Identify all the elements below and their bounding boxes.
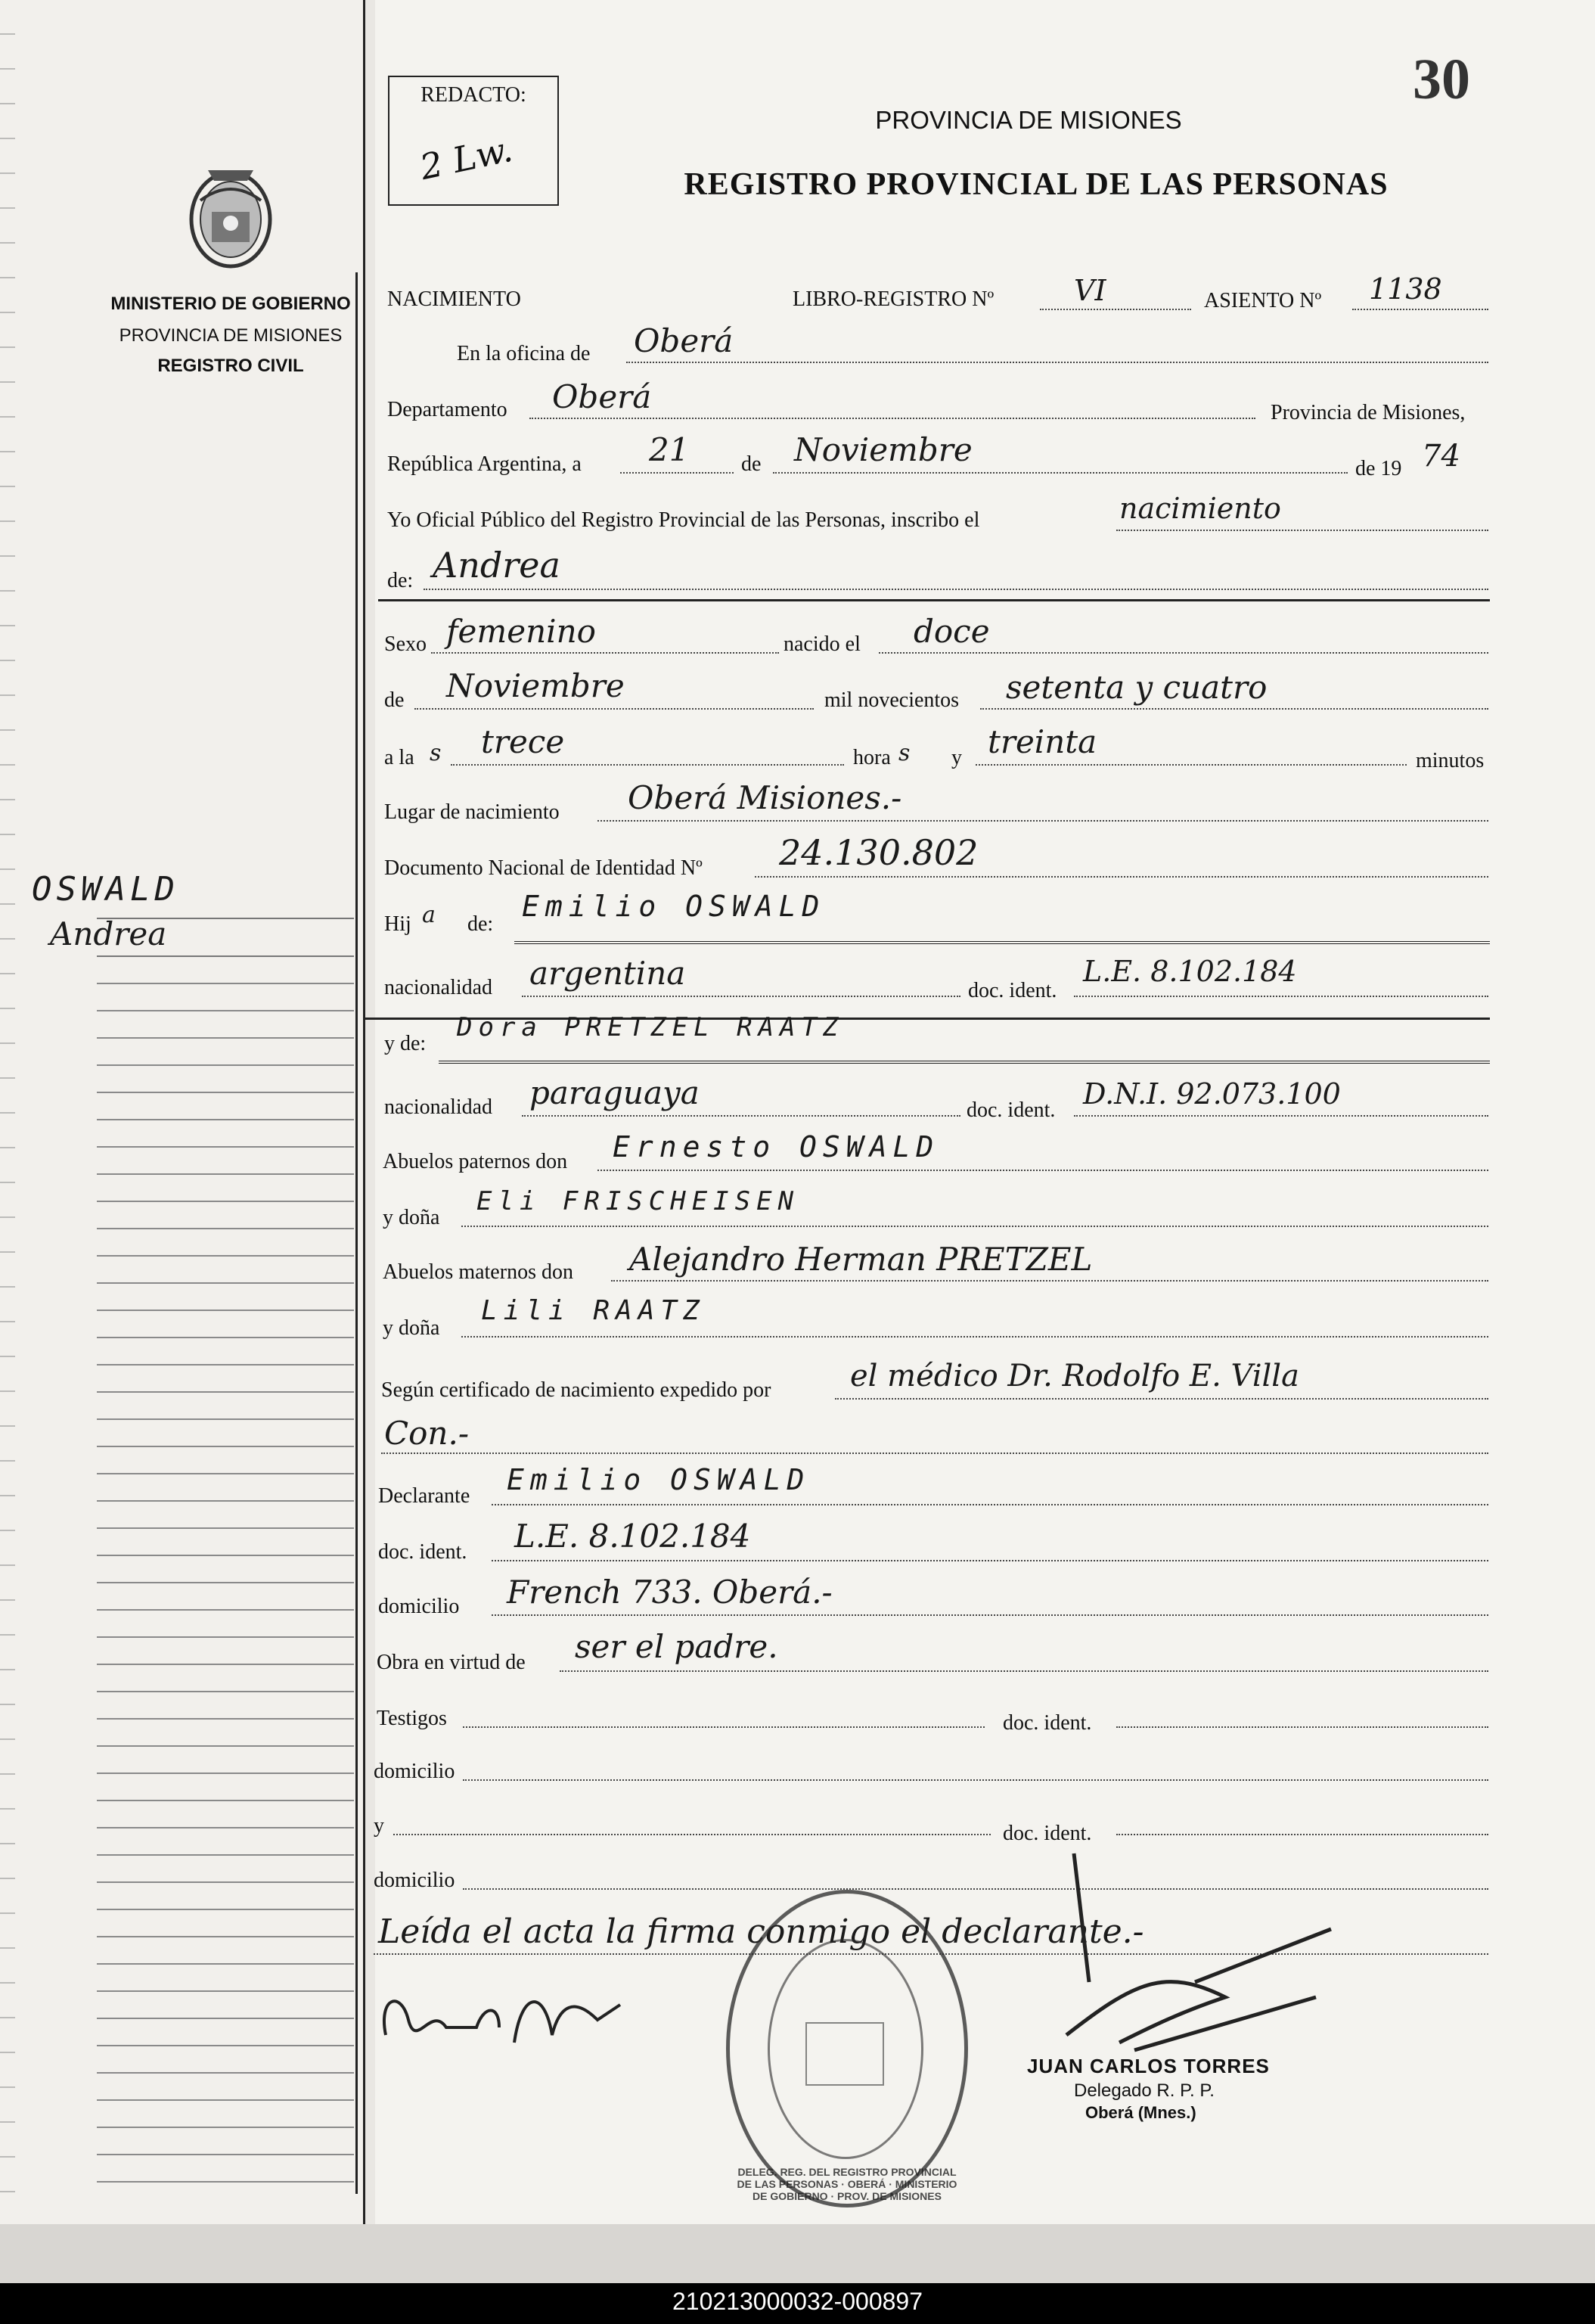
anio-nac-value: setenta y cuatro <box>1006 669 1268 706</box>
month-value: Noviembre <box>794 431 973 468</box>
a-las-suffix: s <box>430 740 442 766</box>
asiento-value: 1138 <box>1369 272 1442 306</box>
abuelo-mat-value: Alejandro Herman PRETZEL <box>629 1241 1093 1278</box>
y-de-label: y de: <box>384 1032 427 1055</box>
libro-value: VI <box>1074 274 1106 307</box>
y2-label: y <box>374 1814 384 1838</box>
official-signature <box>1044 1846 1361 2073</box>
ministry-line-2: PROVINCIA DE MISIONES <box>119 325 343 346</box>
asiento-label: ASIENTO Nº <box>1204 289 1322 312</box>
document-id: 210213000032-000897 <box>672 2288 923 2315</box>
margin-ruled-lines <box>97 957 354 2205</box>
doc-ident-madre-label: doc. ident. <box>967 1098 1056 1122</box>
abuelos-mat-label: Abuelos maternos don <box>383 1260 573 1284</box>
de2-label: de <box>384 688 405 712</box>
closing-value: Leída el acta la firma conmigo el declarante.- <box>378 1912 1144 1951</box>
domicilio-value: French 733. Oberá.- <box>507 1574 833 1611</box>
y-dona-mat-label: y doña <box>383 1316 440 1340</box>
mil-label: mil novecientos <box>824 688 960 712</box>
testigos-doc-label: doc. ident. <box>1003 1711 1092 1735</box>
madre-doc-value: D.N.I. 92.073.100 <box>1083 1077 1341 1111</box>
declarante-doc-value: L.E. 8.102.184 <box>514 1518 751 1555</box>
year-value: 74 <box>1422 439 1460 474</box>
mes-nac-value: Noviembre <box>446 667 625 704</box>
lugar-value: Oberá Misiones.- <box>628 779 902 816</box>
oficina-value: Oberá <box>634 322 734 359</box>
de-label: de <box>741 452 762 476</box>
nacido-label: nacido el <box>784 632 861 656</box>
provincia-label: Provincia de Misiones, <box>1271 401 1466 424</box>
hij-label: Hij <box>384 912 411 936</box>
stamp-text: DELEG. REG. DEL REGISTRO PROVINCIAL DE LAS PERSONAS · OBERÁ · MINISTERIO DE GOBIERNO · PROV. DE MISIONES <box>737 2166 957 2202</box>
coat-of-arms-icon <box>178 155 284 276</box>
abuela-pat-value: Eli FRISCHEISEN <box>476 1186 800 1216</box>
official-stamp-icon <box>726 1890 968 2207</box>
declarante-label: Declarante <box>378 1484 470 1508</box>
obra-value: ser el padre. <box>575 1628 778 1665</box>
page-number: 30 <box>1413 48 1470 111</box>
republica-label: República Argentina, a <box>387 452 582 476</box>
province-header: PROVINCIA DE MISIONES <box>875 106 1182 134</box>
nacionalidad-label: nacionalidad <box>384 976 493 999</box>
binder-edge <box>0 2224 1595 2283</box>
oficial-value: nacimiento <box>1119 492 1281 525</box>
obra-label: Obra en virtud de <box>377 1651 526 1674</box>
day-value: 21 <box>649 431 690 468</box>
registry-header: REGISTRO PROVINCIAL DE LAS PERSONAS <box>684 167 1389 202</box>
mother-divider <box>439 1061 1490 1066</box>
official-title: Delegado R. P. P. <box>1074 2080 1215 2101</box>
nacionalidad-madre-label: nacionalidad <box>384 1095 493 1119</box>
certificado-label: Según certificado de nacimiento expedido por <box>381 1378 771 1402</box>
libro-label: LIBRO-REGISTRO Nº <box>793 287 995 311</box>
sexo-label: Sexo <box>384 632 427 656</box>
certificado-value: el médico Dr. Rodolfo E. Villa <box>850 1359 1299 1393</box>
certificado-value-2: Con.- <box>384 1415 470 1452</box>
ministry-line-1: MINISTERIO DE GOBIERNO <box>110 294 351 314</box>
nacido-value: doce <box>914 613 990 650</box>
doc-ident3-label: doc. ident. <box>1003 1822 1092 1845</box>
departamento-label: Departamento <box>387 398 507 421</box>
oficina-label: En la oficina de <box>457 342 591 365</box>
madre-value: Dora PRETZEL RAATZ <box>457 1012 845 1042</box>
nombre-value: Andrea <box>433 545 560 586</box>
y-label: y <box>951 746 962 769</box>
father-divider <box>514 941 1490 946</box>
padre-nac-value: argentina <box>529 955 686 992</box>
domicilio2-label: domicilio <box>374 1760 455 1783</box>
dni-value: 24.130.802 <box>779 832 979 873</box>
doc-ident-label: doc. ident. <box>968 979 1057 1002</box>
redacto-box <box>388 76 559 206</box>
oficial-label: Yo Oficial Público del Registro Provincial de las Personas, inscribo el <box>387 508 980 532</box>
horas-suffix: s <box>898 740 911 766</box>
dni-label: Documento Nacional de Identidad Nº <box>384 856 703 880</box>
departamento-value: Oberá <box>552 378 652 415</box>
lugar-label: Lugar de nacimiento <box>384 800 560 824</box>
left-edge-lines <box>0 0 15 2270</box>
official-name: JUAN CARLOS TORRES <box>1027 2055 1270 2077</box>
redacto-label: REDACTO: <box>420 83 526 107</box>
sexo-value: femenino <box>446 613 596 650</box>
section-divider-1 <box>378 599 1490 601</box>
minutos-label: minutos <box>1416 749 1485 772</box>
margin-surname: OSWALD <box>32 870 179 909</box>
official-city: Oberá (Mnes.) <box>1085 2103 1196 2122</box>
testigos-label: Testigos <box>377 1707 447 1730</box>
domicilio-label: domicilio <box>378 1595 460 1618</box>
abuelo-pat-value: Ernesto OSWALD <box>613 1130 940 1164</box>
year-label: de 19 <box>1355 457 1402 480</box>
hora-value: trece <box>481 723 565 760</box>
horas-label: hora <box>853 746 891 769</box>
hij-de-label: de: <box>467 912 494 936</box>
nacimiento-label: NACIMIENTO <box>387 287 521 311</box>
declarant-signature <box>371 1974 643 2065</box>
domicilio3-label: domicilio <box>374 1869 455 1892</box>
y-dona-label: y doña <box>383 1206 440 1229</box>
ministry-line-3: REGISTRO CIVIL <box>157 356 304 376</box>
minutos-value: treinta <box>988 723 1097 760</box>
madre-nac-value: paraguaya <box>529 1074 700 1111</box>
left-margin-page <box>0 0 365 2270</box>
padre-value: Emilio OSWALD <box>522 890 826 923</box>
abuela-mat-value: Lili RAATZ <box>481 1295 706 1326</box>
hij-suffix: a <box>422 902 436 928</box>
redacto-value: 2 Lw. <box>416 128 517 188</box>
declarante-value: Emilio OSWALD <box>507 1463 811 1496</box>
declarante-doc-label: doc. ident. <box>378 1540 467 1564</box>
padre-doc-value: L.E. 8.102.184 <box>1083 955 1297 988</box>
margin-given-name: Andrea <box>50 915 167 952</box>
de-nombre-label: de: <box>387 569 414 592</box>
a-las-label: a la <box>384 746 414 769</box>
abuelos-pat-label: Abuelos paternos don <box>383 1150 568 1173</box>
